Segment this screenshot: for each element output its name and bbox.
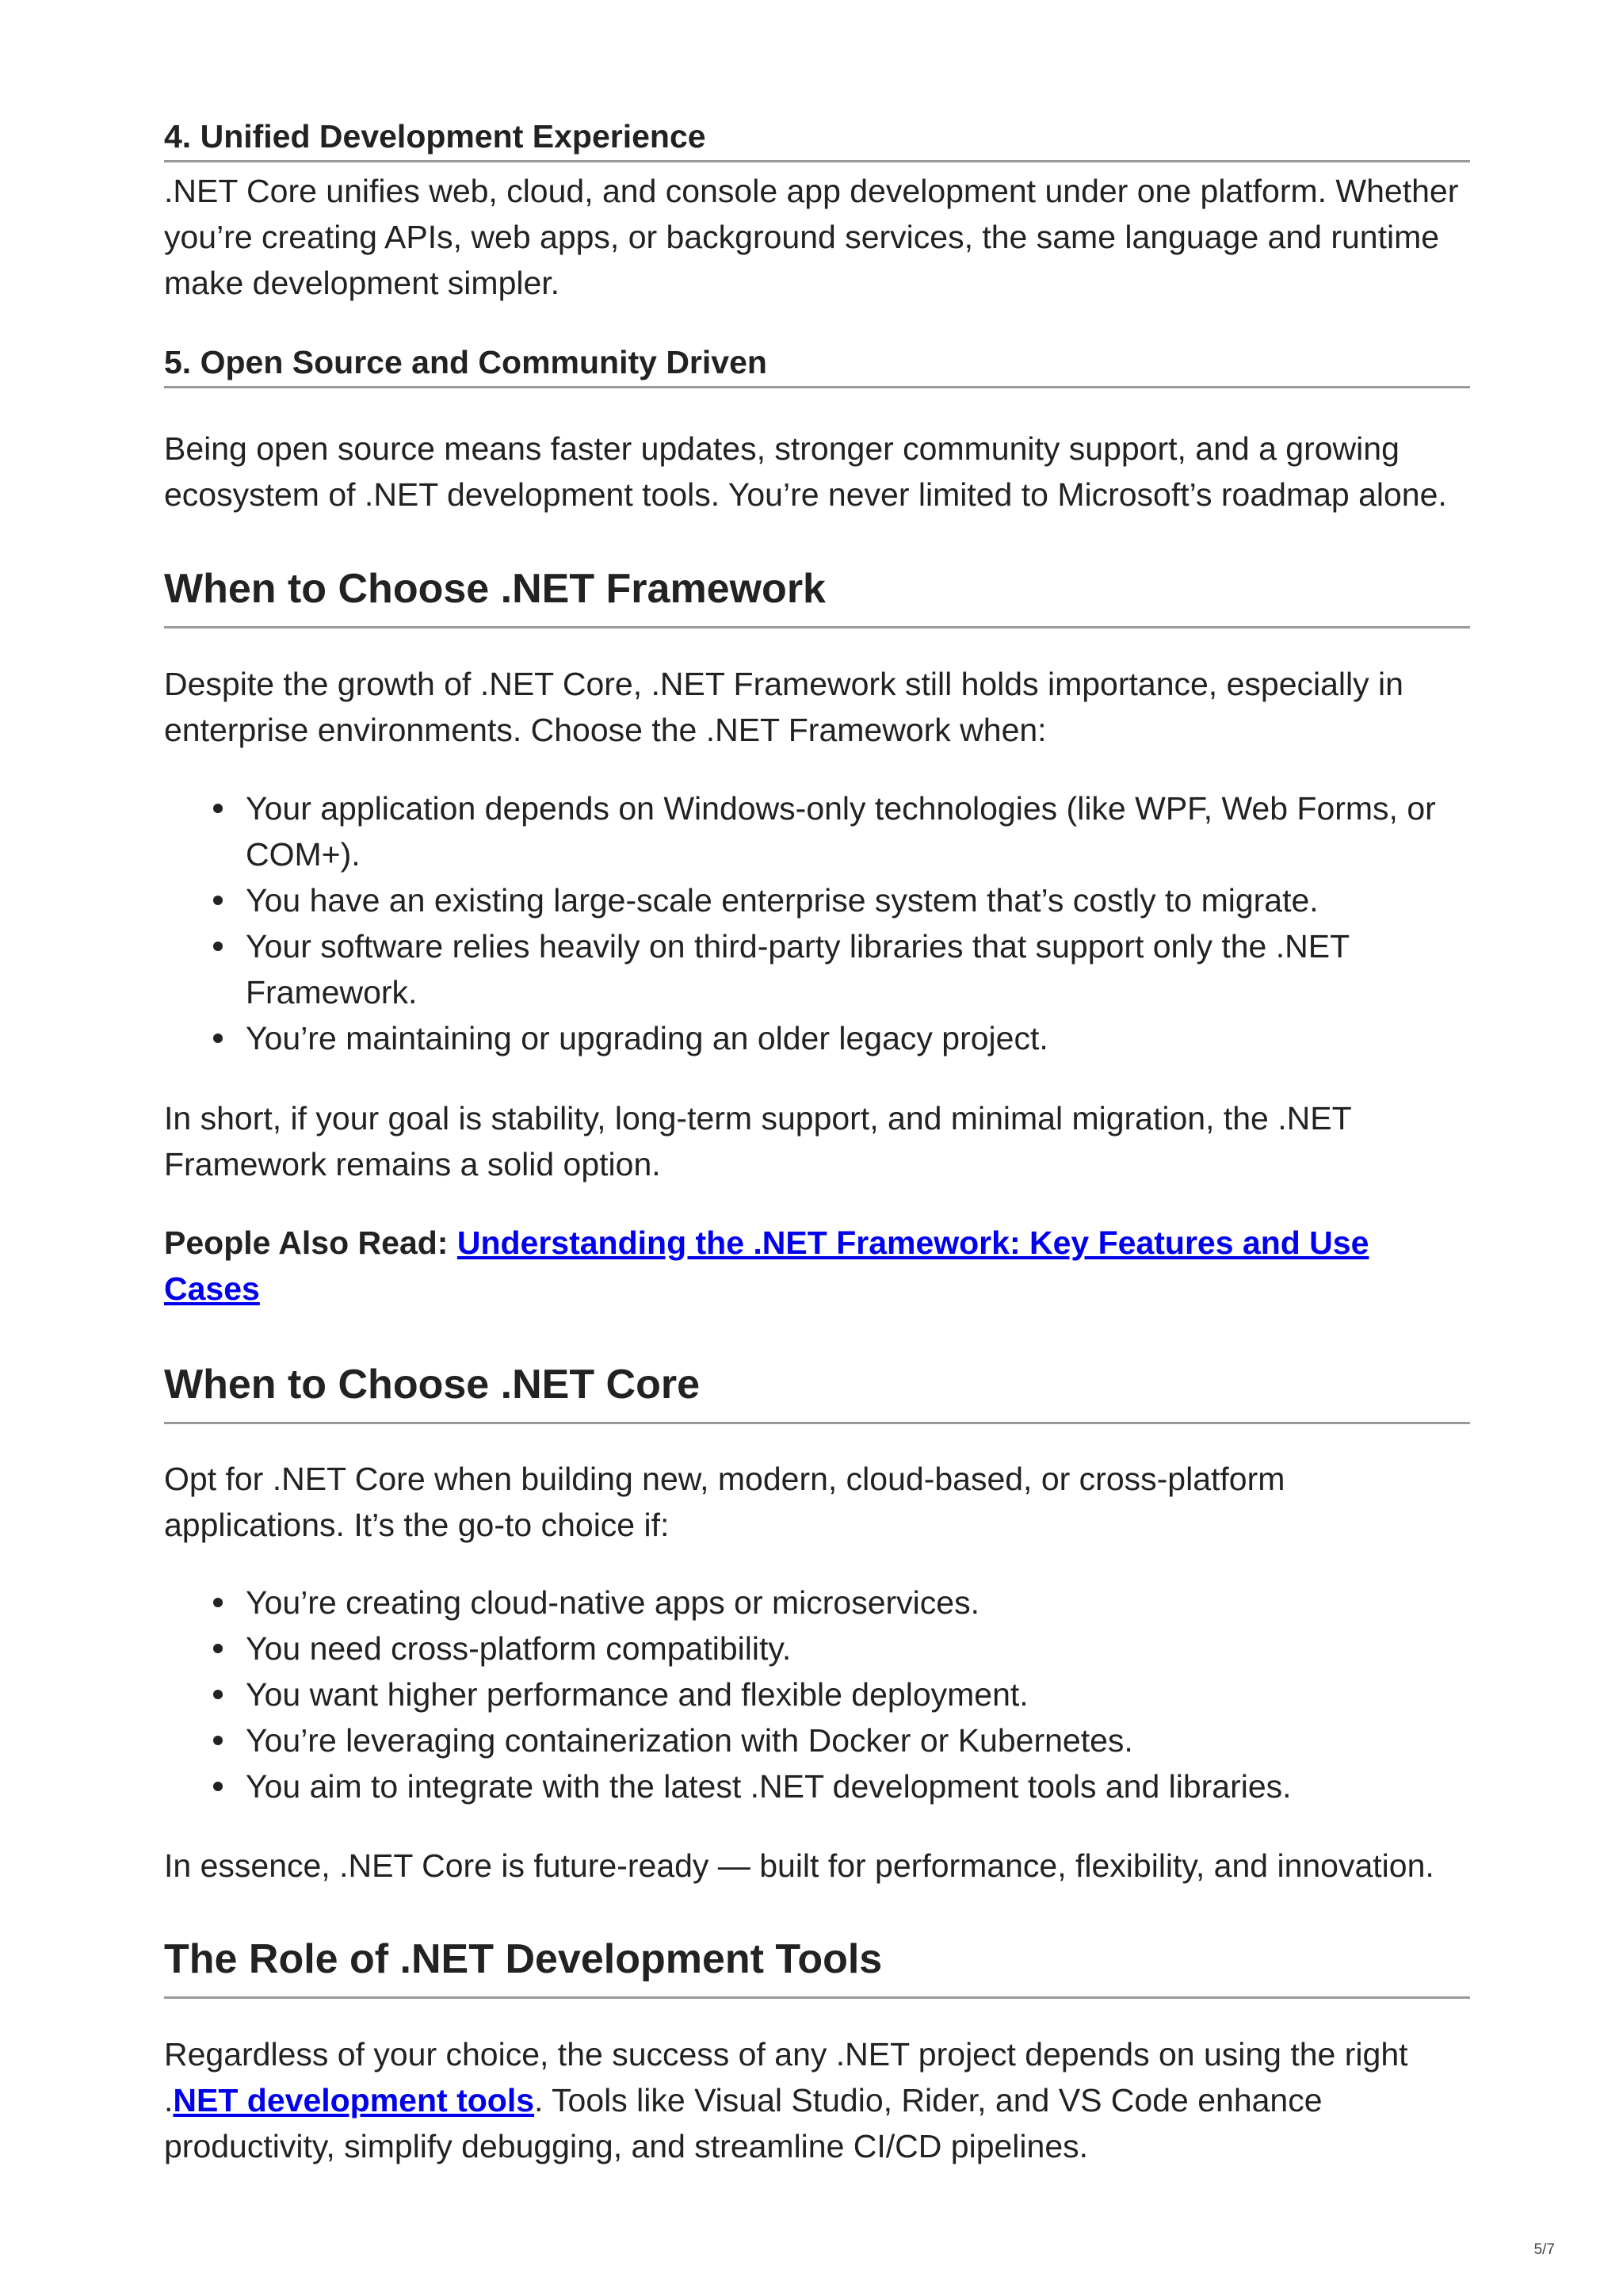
- tools-paragraph: [164, 2031, 1470, 2169]
- section5-paragraph: Being open source means faster updates, stronger community support, and a growing ecosystem of .NET development tools. You’re never limited to Microsoft’s roadmap alone.: [164, 430, 1447, 513]
- framework-summary: In short, if your goal is stability, long-term support, and minimal migration, the .NET Framework remains a solid option.: [164, 1100, 1351, 1182]
- core-intro: Opt for .NET Core when building new, modern, cloud-based, or cross-platform applications. It’s the go-to choice if:: [164, 1461, 1285, 1543]
- list-item: You’re leveraging containerization with Docker or Kubernetes.: [164, 1717, 1470, 1763]
- core-heading: When to Choose .NET Core: [164, 1357, 1470, 1424]
- list-item: You aim to integrate with the latest .NET development tools and libraries.: [164, 1763, 1470, 1809]
- tools-heading: The Role of .NET Development Tools: [164, 1931, 1470, 1999]
- framework-list: [164, 785, 1470, 1061]
- framework-heading: When to Choose .NET Framework: [164, 561, 1470, 628]
- list-item: You want higher performance and flexible deployment.: [164, 1671, 1470, 1717]
- section4-paragraph: .NET Core unifies web, cloud, and console app development under one platform. Whether you’re creating APIs, web apps, or background services, the same language and runtime make development simpler.: [164, 173, 1459, 301]
- list-item: You need cross-platform compatibility.: [164, 1626, 1470, 1671]
- net-development-tools-link[interactable]: NET development tools: [173, 2082, 535, 2118]
- also-read-link[interactable]: Understanding the .NET Framework: Key Features and Use Cases: [164, 1224, 1369, 1307]
- also-read-label: People Also Read:: [164, 1224, 457, 1261]
- tools-text-after: . Tools like Visual Studio, Rider, and VS Code enhance productivity, simplify debugging, and streamline CI/CD pipelines.: [164, 2082, 1323, 2164]
- page-number: 5/7: [1533, 2241, 1555, 2258]
- section5-heading: 5. Open Source and Community Driven: [164, 340, 1470, 388]
- tools-text-before: Regardless of your choice, the success of any .NET project depends on using the right .: [164, 2036, 1408, 2118]
- list-item: You’re creating cloud-native apps or microservices.: [164, 1580, 1470, 1626]
- list-item: Your application depends on Windows-only technologies (like WPF, Web Forms, or COM+).: [164, 785, 1470, 877]
- also-read: [164, 1220, 1470, 1312]
- section4-heading: 4. Unified Development Experience: [164, 114, 1470, 162]
- core-list: [164, 1580, 1470, 1809]
- core-summary: In essence, .NET Core is future-ready — built for performance, flexibility, and innovation.: [164, 1847, 1434, 1884]
- list-item: You have an existing large-scale enterprise system that’s costly to migrate.: [164, 877, 1470, 923]
- list-item: You’re maintaining or upgrading an older legacy project.: [164, 1015, 1470, 1061]
- framework-intro: Despite the growth of .NET Core, .NET Framework still holds importance, especially in enterprise environments. Choose the .NET Framework when:: [164, 666, 1403, 748]
- list-item: Your software relies heavily on third-party libraries that support only the .NET Framework.: [164, 923, 1470, 1015]
